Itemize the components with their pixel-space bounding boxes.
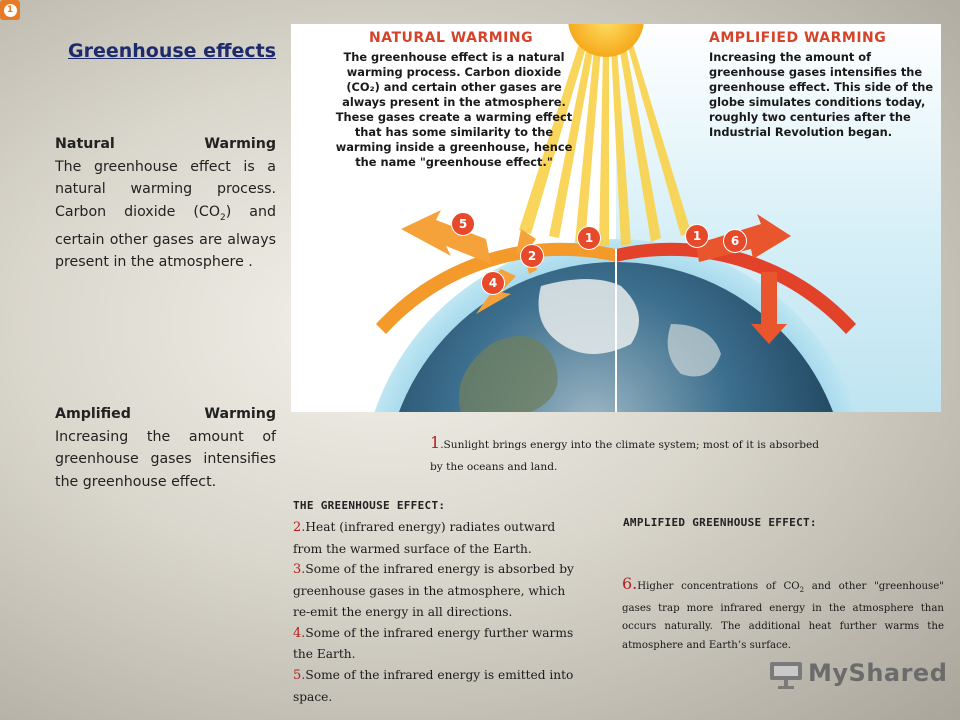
natural-warming-block	[55, 133, 276, 274]
amplified-warming-heading	[55, 403, 276, 426]
watermark-text: MyShared	[808, 659, 948, 687]
greenhouse-diagram	[291, 24, 941, 412]
item-text: Some of the infrared energy is absorbed by greenhouse gases in the atmosphere, which re-emit the energy in all directions.	[293, 562, 574, 619]
amplified-effect-heading: AMPLIFIED GREENHOUSE EFFECT:	[623, 516, 817, 529]
natural-text-part-2: ) and certain other gases are always present in the atmosphere .	[55, 203, 276, 271]
natural-heading-word-1: Natural	[55, 136, 115, 152]
amplified-effect-text	[622, 575, 944, 655]
item-number: 5.	[293, 667, 306, 683]
natural-heading-word-2: Warming	[204, 136, 276, 152]
diagram-amplified-text: Increasing the amount of greenhouse gases intensifies the greenhouse effect. This side of the globe simulates conditions today, roughly two centuries after the Industrial Revolution began.	[709, 50, 934, 139]
list-item	[293, 559, 583, 622]
amplified-co2-subscript: 2	[799, 586, 805, 595]
marker-6: 6	[723, 229, 747, 253]
amplified-warming-text: Increasing the amount of greenhouse gases intensifies the greenhouse effect.	[55, 428, 276, 490]
marker-1-right: 1	[685, 224, 709, 248]
caption-sunlight	[430, 432, 830, 478]
natural-co2-subscript: 2	[220, 212, 226, 223]
marker-4: 4	[481, 271, 505, 295]
item-number: 2.	[293, 520, 306, 535]
caption-1-number: 1	[430, 433, 441, 452]
marker-1-left: 1	[577, 226, 601, 250]
natural-text-part-1: The greenhouse effect is a natural warming process. Carbon dioxide (CO	[55, 158, 276, 220]
diagram-natural-heading: NATURAL WARMING	[369, 30, 534, 46]
greenhouse-effect-list	[293, 517, 583, 707]
natural-warming-heading	[55, 133, 276, 156]
amplified-text-part-2: and other "greenhouse" gases trap more infrared energy in the atmosphere than occurs naturally. The additional heat further warms the atmosphere and Earth’s surface.	[622, 581, 944, 651]
greenhouse-effect-heading: THE GREENHOUSE EFFECT:	[293, 499, 446, 512]
marker-2: 2	[520, 244, 544, 268]
list-item	[293, 623, 583, 665]
slide-number-badge	[0, 0, 20, 20]
marker-5: 5	[451, 212, 475, 236]
item-number: 3.	[293, 562, 306, 578]
item-text: Some of the infrared energy further warms the Earth.	[293, 625, 574, 662]
amplified-text-part-1: Higher concentrations of CO	[637, 581, 800, 592]
watermark	[768, 656, 947, 690]
amplified-heading-word-1: Amplified	[55, 406, 131, 422]
natural-warming-text	[55, 156, 276, 274]
caption-1-text: .Sunlight brings energy into the climate system; most of it is absorbed by the oceans and land.	[430, 439, 820, 473]
amplified-heading-word-2: Warming	[204, 406, 276, 422]
projector-icon	[768, 656, 804, 690]
item-text: Heat (infrared energy) radiates outward from the warmed surface of the Earth.	[293, 520, 556, 556]
diagram-amplified-heading: AMPLIFIED WARMING	[709, 30, 887, 46]
diagram-natural-text: The greenhouse effect is a natural warming process. Carbon dioxide (CO₂) and certain other gases are always present in the atmosphere. These gases create a warming effect that has some similarity to the warming inside a greenhouse, hence the name "greenhouse effect."	[335, 50, 573, 169]
slide-number: 1	[4, 4, 17, 17]
item-text: Some of the infrared energy is emitted into space.	[293, 667, 574, 704]
page-title: Greenhouse effects	[68, 40, 276, 62]
list-item	[293, 517, 583, 559]
list-item	[293, 665, 583, 707]
amplified-item-number: 6.	[622, 574, 638, 593]
amplified-warming-block	[55, 403, 276, 493]
item-number: 4.	[293, 625, 306, 641]
